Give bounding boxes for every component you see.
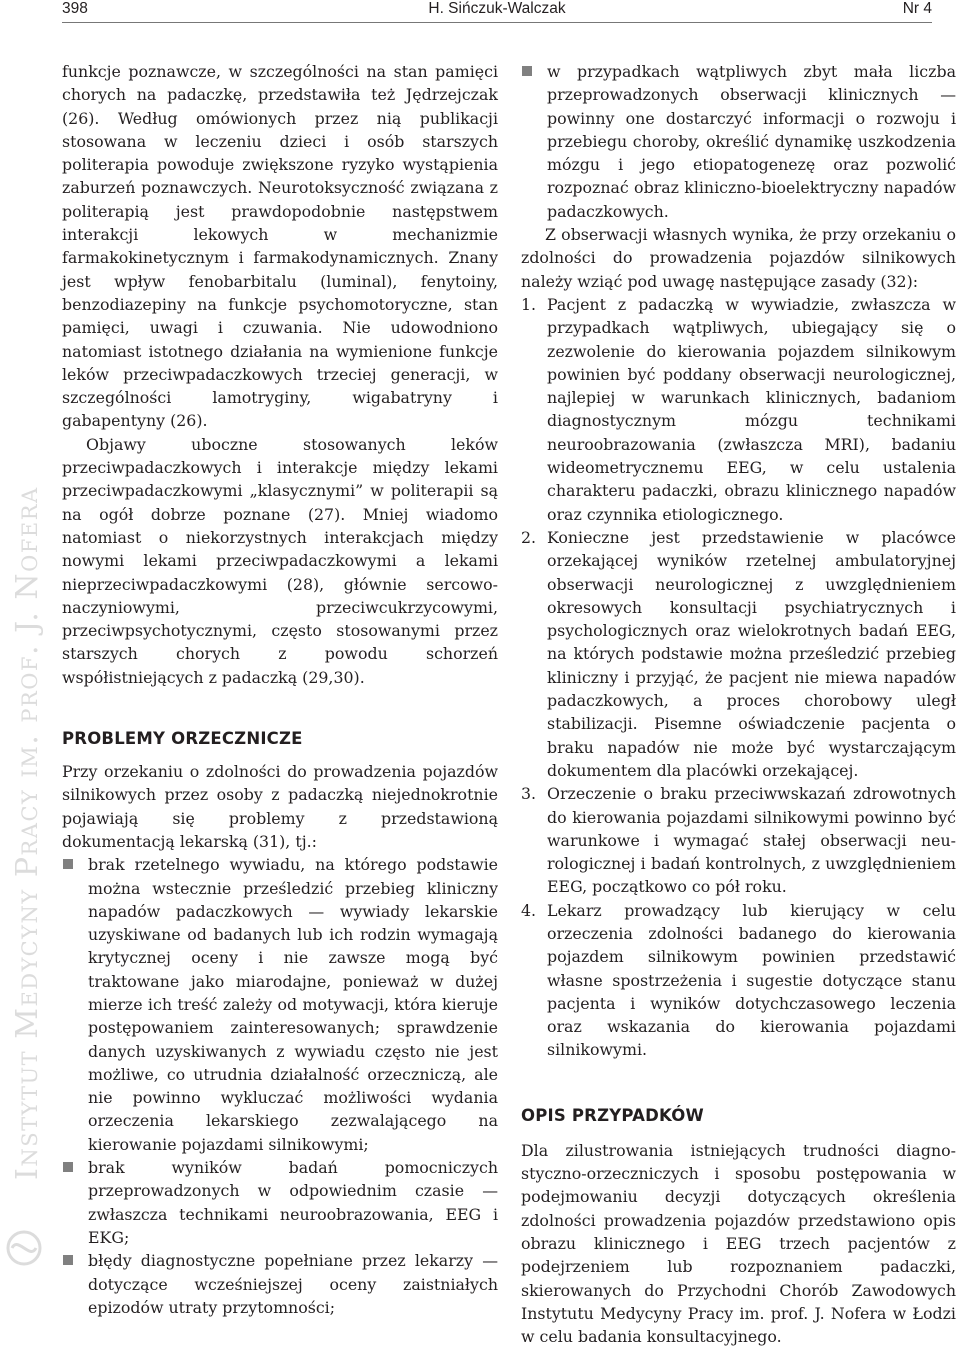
square-bullet-icon [63, 859, 73, 869]
issue-number: Nr 4 [902, 0, 932, 17]
right-column [521, 60, 956, 1348]
publisher-watermark: Instytut Medycyny Pracy im. prof. J. Nofera [10, 486, 45, 1180]
square-bullet-icon [63, 1255, 73, 1265]
paragraph: Z obserwacji własnych wynika, że przy orzekaniu o zdolności do prowadzenia pojazdów silnikowych należy wziąć pod uwagę następujące zasady (32): [521, 225, 956, 291]
list-item: 1. Pacjent z padaczką w wywiadzie, zwłaszcza w przypadkach wątpliwych, ubiegający się o zezwolenie do kierowania pojazdem silnikowym powinien być poddany obserwacji neurologicznej, najlepiej w warunkach klinicznych, badaniom diagnostycznym mózgu technikami neuroobrazowania (zwłaszcza MRI), badaniu wideometrycznemu EEG, w celu ustalenia charakteru padaczki, obrazu klinicznego napadów oraz czynnika etiologicznego. [521, 294, 956, 524]
list-item: 3. Orzeczenie o braku przeciwwskazań zdrowotnych do kierowania pojazdami silnikowymi powinno być warunkowe i wymagać stałej obserwacji neurologicznej i badań kontrolnych, z uwzględnieniem EEG, początkowo co pół roku. [521, 784, 956, 897]
header-rule [62, 22, 932, 23]
running-author: H. Sińczuk-Walczak [428, 0, 566, 17]
list-item: brak rzetelnego wywiadu, na którego podstawie można wstecznie prześledzić przebieg kliniczny napadów padaczkowych — wywiady lekarskie uzyskiwane od badanych lub ich rodzin wymagają krytycznej oceny i nie zawsze mogą być traktowane jako miarodajne, ponieważ w dużej mierze ich treść zależy od motywacji, która kieruje postępowaniem zainteresowanych; sprawdzenie danych uzyskiwanych z wywiadu często nie jest możliwe, co utrudnia działalność orzeczniczą, ale nie powinno wykluczać możliwości wydania orzeczenia lekarskiego zezwalającego na kierowanie pojazdami silnikowymi; [62, 853, 498, 1156]
paragraph: Objawy uboczne stosowanych leków przeciwpadaczkowych i interakcje między lekami przeciwpadaczkowymi „klasycznymi” w politerapii są na ogół dobrze poznane (27). Mniej wiadomo natomiast o niekorzystnych interakcjach między nowymi lekami przeciwpadaczkowymi a lekami nieprzeciwpadaczkowymi (28), głównie sercowo-naczyniowymi, przeciwcukrzycowymi, przeciwpsychotycznymi, często stosowanymi przez starszych chorych z powodu schorzeń współistniejących z padaczką (29,30). [62, 434, 498, 687]
paragraph: Dla zilustrowania istniejących trudności diagnostyczno-orzeczniczych i sposobu postępowania w podejmowaniu decyzji dotyczących określenia zdolności prowadzenia pojazdów przedstawiono opis obrazu klinicznego i EEG trzech pacjentów z podejrzeniem lub rozpoznaniem padaczki, skierowanych do Przychodni Chorób Zawodowych Instytutu Medycyny Pracy im. prof. J. Nofera w Łodzi w celu badania konsultacyjnego. [521, 1140, 956, 1347]
paragraph: Przy orzekaniu o zdolności do prowadzenia pojazdów silnikowych przez osoby z padaczką niejednokrotnie pojawiają się problemy z przedstawioną dokumentacją lekarską (31), tj.: [62, 762, 498, 851]
section-heading-opis: OPIS PRZYPADKÓW [521, 1105, 704, 1125]
paragraph: funkcje poznawcze, w szczególności na stan pamięci chorych na padaczkę, przedstawiła też Jędrzejczak (26). Według omówionych przez nią publikacji stosowana w leczeniu dzieci i osób starszych politerapia powoduje zwiększone ryzyko wystąpienia zaburzeń poznawczych. Neurotoksyczność związana z politerapią jest prawdopodobnie następstwem interakcji lekowych w mechanizmie farmakokinetycznym i farmakodynamicznych. Znany jest wpływ fenobarbitalu (luminal), fenytoiny, benzodiazepiny na funkcje psychomotoryczne, stan pamięci, uwagi i czuwania. Nie udowodniono natomiast istotnego działania na wymienione funkcje leków przeciwpadaczkowych trzeciej generacji, w szczególności lamotryginy, wigabatryny i gabapentyny (26). [62, 62, 498, 431]
bullet-list [521, 60, 956, 223]
list-item: 4. Lekarz prowadzący lub kierujący w celu orzeczenia zdolności badanego do kierowania pojazdem silnikowym powinien przedstawić własne spostrzeżenia i sugestie dotyczące stanu pacjenta i wyników dotychczasowego leczenia oraz wskazania do kierowania pojazdami silnikowymi. [521, 900, 956, 1060]
square-bullet-icon [63, 1162, 73, 1172]
institute-logo-icon [4, 1218, 44, 1276]
bullet-list [62, 853, 498, 1319]
section-heading-problemy: PROBLEMY ORZECZNICZE [62, 729, 303, 749]
page-number: 398 [62, 0, 88, 17]
numbered-list [521, 293, 956, 1062]
list-item: brak wyników badań pomocniczych przeprowadzonych w odpowiednim czasie — zwłaszcza technikami neuroobrazowania, EEG i EKG; [62, 1156, 498, 1249]
list-item: w przypadkach wątpliwych zbyt mała liczba przeprowadzonych obserwacji klinicznych — powinny one dostarczyć informacji o rozwoju i przebiegu choroby, określić dynamikę uszkodzenia mózgu i jego etiopatogenezę oraz pozwolić rozpoznać obraz kliniczno-bioelektryczny napadów padaczkowych. [521, 60, 956, 223]
page-header [62, 0, 932, 22]
square-bullet-icon [522, 66, 532, 76]
list-item: 2. Konieczne jest przedstawienie w placówce orzekającej wyników rzetelnej ambulatoryjnej obserwacji neurologicznej z uwzględnieniem okresowych konsultacji psychiatrycznych i psychologicznych oraz wielokrotnych badań EEG, na których podstawie można prześledzić przebieg kliniczny i przyjąć, że pacjent nie miewa napadów padaczkowych, a proces chorobowy uległ stabilizacji. Pisemne oświadczenie pacjenta o braku napadów nie może być wystarczającym dokumentem dla placówki orzekającej. [521, 527, 956, 780]
list-item: błędy diagnostyczne popełniane przez lekarzy — dotyczące wcześniejszej oceny zaistniałych epizodów utraty przytomności; [62, 1249, 498, 1319]
left-column [62, 60, 498, 1319]
